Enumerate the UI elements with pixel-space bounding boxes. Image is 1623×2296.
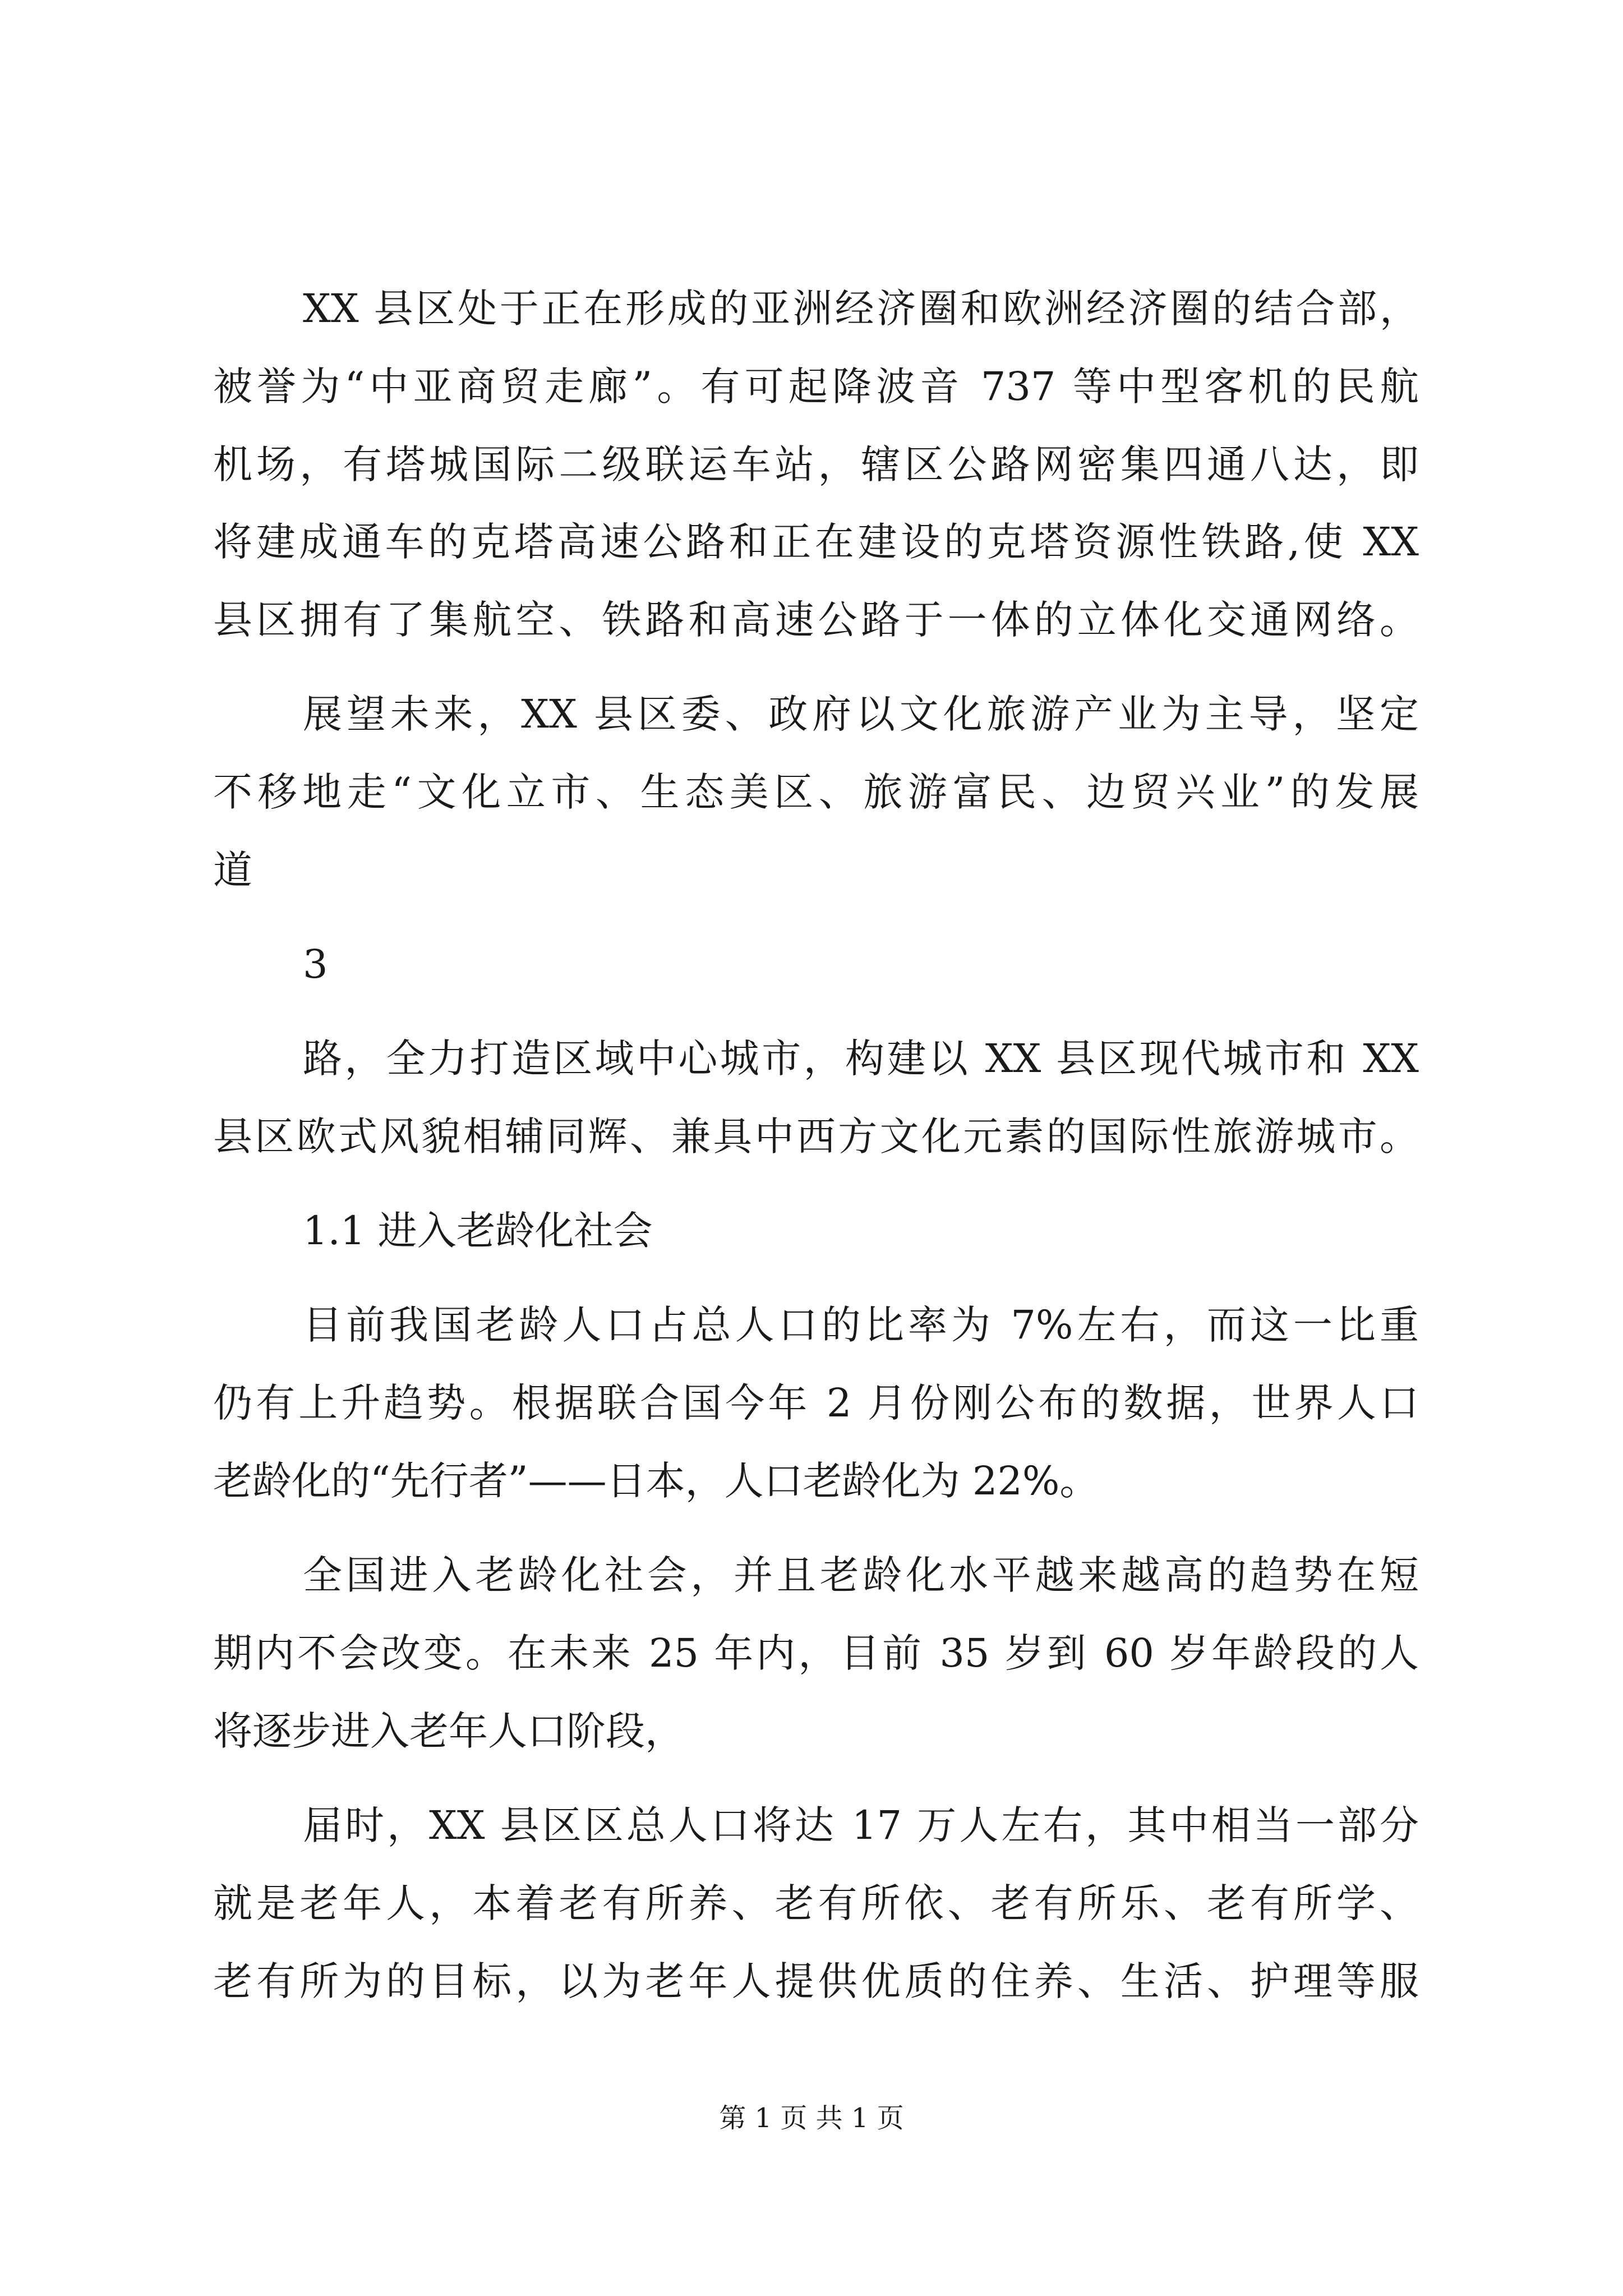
text-line: 展望未来，XX 县区委、政府以文化旅游产业为主导，坚定: [303, 691, 1419, 737]
text-line: 将逐步进入老年人口阶段，: [213, 1708, 684, 1754]
text-line: 全国进入老龄化社会，并且老龄化水平越来越高的趋势在短: [303, 1552, 1419, 1598]
text-line: XX 县区处于正在形成的亚洲经济圈和欧洲经济圈的结合部，: [303, 286, 1419, 332]
text-line: 路，全力打造区域中心城市，构建以 XX 县区现代城市和 XX: [303, 1036, 1419, 1082]
text-line: 老龄化的“先行者”——日本，人口老龄化为 22%。: [213, 1458, 1099, 1504]
page-number-inline: 3: [303, 941, 328, 987]
text-line: 道: [213, 847, 252, 893]
text-line: 仍有上升趋势。根据联合国今年 2 月份刚公布的数据，世界人口: [213, 1380, 1419, 1426]
text-line: 机场，有塔城国际二级联运车站，辖区公路网密集四通八达，即: [213, 441, 1419, 487]
text-line: 就是老年人，本着老有所养、老有所依、老有所乐、老有所学、: [213, 1880, 1419, 1926]
text-line: 将建成通车的克塔高速公路和正在建设的克塔资源性铁路,使 XX: [213, 519, 1419, 565]
text-line: 县区欧式风貌相辅同辉、兼具中西方文化元素的国际性旅游城市。: [213, 1114, 1419, 1159]
text-line: 期内不会改变。在未来 25 年内，目前 35 岁到 60 岁年龄段的人: [213, 1630, 1419, 1676]
text-line: 被誉为“中亚商贸走廊”。有可起降波音 737 等中型客机的民航: [213, 364, 1419, 409]
text-line: 县区拥有了集航空、铁路和高速公路于一体的立体化交通网络。: [213, 597, 1419, 643]
page-footer: 第 1 页 共 1 页: [719, 2102, 904, 2134]
text-line: 老有所为的目标，以为老年人提供优质的住养、生活、护理等服: [213, 1958, 1419, 2004]
text-line: 目前我国老龄人口占总人口的比率为 7%左右，而这一比重: [303, 1302, 1419, 1348]
text-line: 届时，XX 县区区总人口将达 17 万人左右，其中相当一部分: [303, 1802, 1419, 1848]
text-line: 不移地走“文化立市、生态美区、旅游富民、边贸兴业”的发展: [213, 769, 1419, 815]
section-heading: 1.1 进入老龄化社会: [303, 1208, 653, 1254]
